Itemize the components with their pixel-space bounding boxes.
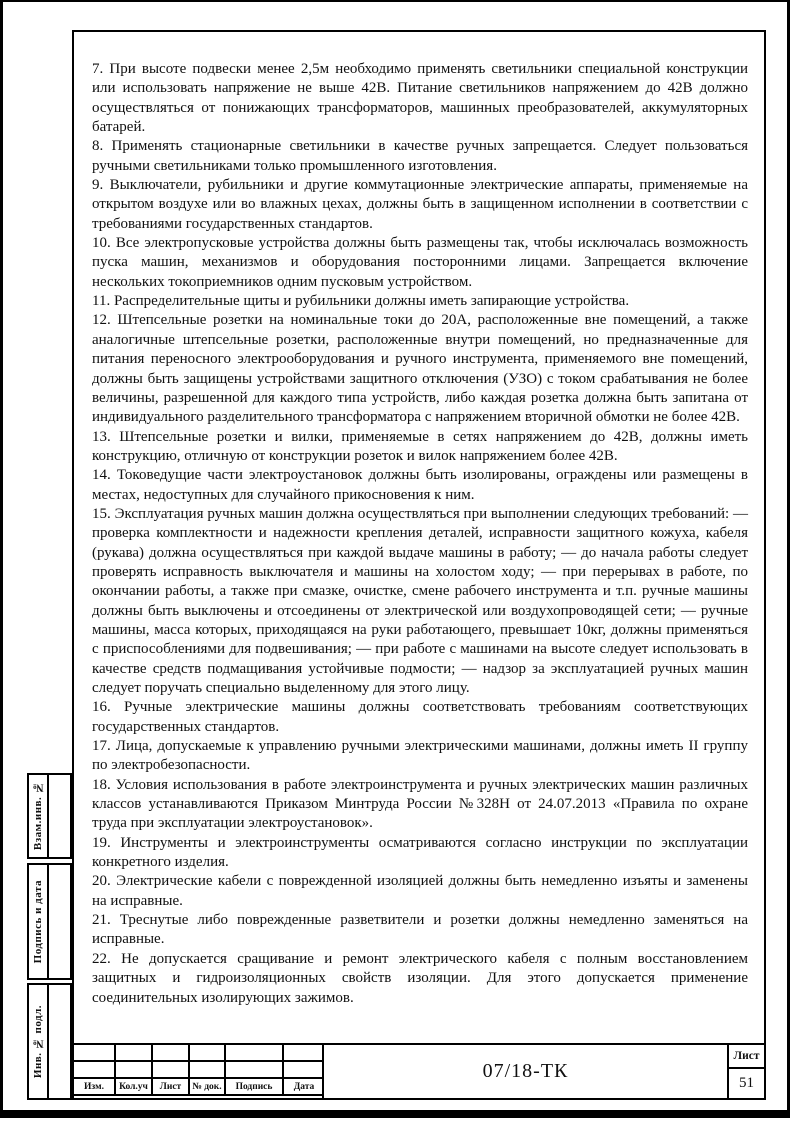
stamp-empty-cell — [152, 1044, 189, 1061]
stamp-col-podpis: Подпись — [225, 1078, 283, 1095]
paragraph-18: 18. Условия использования в работе электроинструмента и ручных электрических машин различных классов устанавливаются Приказом Минтруда России №328Н от 24.07.2013 «Правила по охране труда при эксплуатации электроустановок». — [92, 776, 748, 832]
sidebar-label-vzam-inv — [29, 775, 49, 857]
stamp-col-izm: Изм. — [73, 1078, 115, 1095]
stamp-empty-cell — [73, 1044, 115, 1061]
stamp-empty-cell — [73, 1061, 115, 1078]
paragraph-12: 12. Штепсельные розетки на номинальные токи до 20А, расположенные вне помещений, а также аналогичные штепсельные розетки, расположенные внутри помещений, но предназначенные для питания переносного электрооборудования и ручного инструмента, применяемого вне помещений, должны быть защищены устройствами защитного отключения (УЗО) с током срабатывания не более величины, разрешенной для каждого типа устройств, либо каждая розетка должна быть запитана от индивидуального разделительного трансформатора с напряжением вторичной обмотки не более 42В. — [92, 312, 748, 426]
revision-table — [72, 1043, 326, 1096]
paragraph-16: 16. Ручные электрические машины должны соответствовать требованиям соответствующих государственных стандартов. — [92, 699, 748, 735]
document-number: 07/18-ТК — [482, 1060, 569, 1082]
sidebar-empty-podpis-data — [49, 865, 70, 978]
stamp-col-dok: № док. — [189, 1078, 225, 1095]
sheet-box — [727, 1043, 766, 1100]
paragraph-11: 11. Распределительные щиты и рубильники должны иметь запирающие устройства. — [92, 293, 630, 310]
stamp-col-data: Дата — [283, 1078, 325, 1095]
stamp-empty-cell — [283, 1061, 325, 1078]
stamp-empty-cell — [283, 1044, 325, 1061]
paragraph-8: 8. Применять стационарные светильники в качестве ручных запрещается. Следует пользоваться ручными светильниками только промышленного изготовления. — [92, 138, 748, 174]
stamp-empty-cell — [189, 1044, 225, 1061]
sidebar-empty-vzam-inv — [49, 775, 70, 857]
stamp-col-list: Лист — [152, 1078, 189, 1095]
paragraph-14: 14. Токоведущие части электроустановок должны быть изолированы, ограждены или размещены в местах, недоступных для случайного прикосновения к ним. — [92, 467, 748, 503]
sidebar-label-podpis-data-text: Подпись и дата — [32, 879, 44, 964]
sidebar-label-podpis-data — [29, 865, 49, 978]
sidebar-label-inv-podl — [29, 985, 49, 1098]
document-text — [92, 60, 748, 1008]
paragraph-17: 17. Лица, допускаемые к управлению ручными электрическими машинами, должны иметь II группу по электробезопасности. — [92, 738, 748, 774]
sidebar-label-inv-podl-text: Инв. № подл. — [32, 1004, 44, 1079]
stamp-empty-cell — [152, 1061, 189, 1078]
sheet-number: 51 — [739, 1075, 754, 1091]
stamp-empty-cell — [225, 1061, 283, 1078]
revision-row-empty-2 — [73, 1061, 325, 1078]
stamp-empty-cell — [115, 1044, 152, 1061]
sidebar-cell-inv-podl — [27, 983, 72, 1100]
sheet-label: Лист — [729, 1045, 764, 1069]
revision-header-row — [73, 1078, 325, 1095]
stamp-col-koluch: Кол.уч — [115, 1078, 152, 1095]
paragraph-9: 9. Выключатели, рубильники и другие коммутационные электрические аппараты, применяемые на открытом воздухе или во влажных цехах, должны быть в защищенном исполнении в соответствии с требованиями государственных стандартов. — [92, 177, 748, 232]
paragraph-7: 7. При высоте подвески менее 2,5м необходимо применять светильники специальной конструкции или использовать напряжение не выше 42В. Питание светильников напряжением до 42В должно осуществляться от понижающих трансформаторов, машинных преобразователей, аккумуляторных батарей. — [92, 61, 748, 136]
stamp-empty-cell — [189, 1061, 225, 1078]
sidebar-empty-inv-podl — [49, 985, 70, 1098]
stamp-empty-cell — [115, 1061, 152, 1078]
revision-row-empty-1 — [73, 1044, 325, 1061]
paragraph-22: 22. Не допускается сращивание и ремонт электрического кабеля с полным восстановлением защитных и гидроизоляционных свойств изоляции. Для этого допускается применение соединительных изолирующих зажимов. — [92, 950, 748, 1006]
sidebar-label-vzam-inv-text: Взам.инв. № — [32, 781, 44, 851]
stamp-empty-cell — [225, 1044, 283, 1061]
document-number-cell — [322, 1043, 729, 1100]
paragraph-19: 19. Инструменты и электроинструменты осматриваются согласно инструкции по эксплуатации конкретного изделия. — [92, 834, 748, 871]
paragraph-20: 20. Электрические кабели с поврежденной изоляцией должны быть немедленно изъяты и заменены на исправные. — [92, 873, 748, 909]
paragraph-21: 21. Треснутые либо поврежденные разветвители и розетки должны немедленно заменяться на исправные. — [92, 912, 748, 948]
sidebar-cell-podpis-data — [27, 863, 72, 980]
paragraph-10: 10. Все электропусковые устройства должны быть размещены так, чтобы исключалась возможность пуска машин, механизмов и оборудования посторонними лицами. Запрещается включение нескольких токоприемников одним пусковым устройством. — [92, 235, 748, 290]
paragraph-15: 15. Эксплуатация ручных машин должна осуществляться при выполнении следующих требований: — проверка комплектности и надежности крепления деталей, исправности защитного кожуха, кабеля (рукава) должна осуществляться при каждой выдаче машины в работу; — до начала работы следует проверять исправность выключателя и машины на холостом ходу; — при перерывах в работе, по окончании работы, а также при смазке, очистке, смене рабочего инструмента и т.п. ручные машины должны быть выключены и отсоединены от электрической или воздухопроводящей сети; — ручные машины, масса которых, приходящаяся на руки работающего, превышает 10кг, должны применяться с приспособлениями для подвешивания; — при работе с машинами на высоте следует использовать в качестве средств подмащивания устойчивые подмости; — надзор за эксплуатацией ручных машин следует поручать специально выделенному для этого лицу. — [92, 505, 748, 696]
paragraph-13: 13. Штепсельные розетки и вилки, применяемые в сетях напряжением до 42В, должны иметь конструкцию, отличную от конструкции розеток и вилок напряжением более 42В. — [92, 428, 748, 464]
sidebar-cell-vzam-inv — [27, 773, 72, 859]
